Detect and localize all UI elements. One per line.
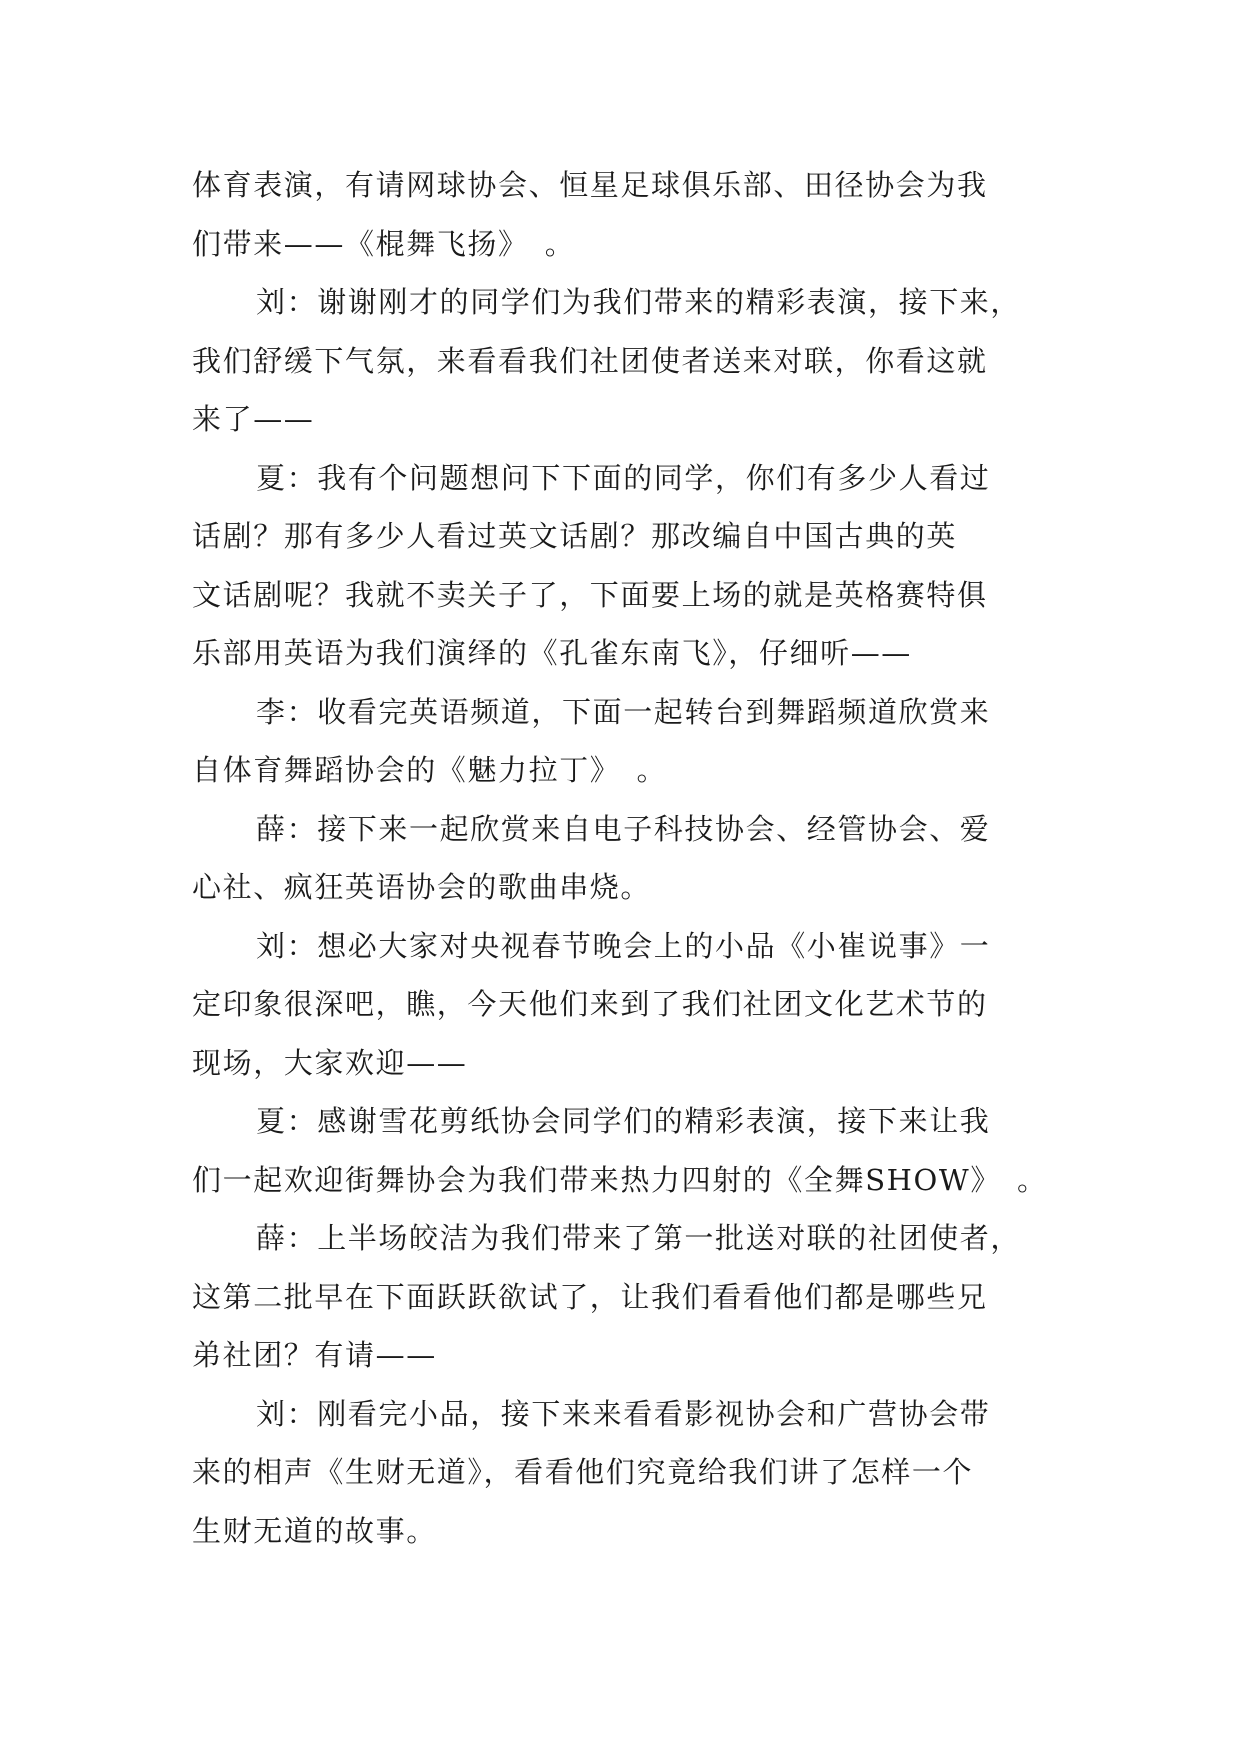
text-line: 乐部用英语为我们演绎的《孔雀东南飞》，仔细听—— [192, 636, 912, 670]
text-line: 我们舒缓下气氛，来看看我们社团使者送来对联，你看这就 [192, 343, 988, 378]
text-line: 刘：刚看完小品，接下来来看看影视协会和广营协会带 [256, 1396, 991, 1431]
text-line: 夏：我有个问题想问下下面的同学，你们有多少人看过 [256, 460, 991, 495]
text-line: 们带来——《棍舞飞扬》 。 [192, 226, 576, 261]
text-line: 自体育舞蹈协会的《魅力拉丁》 。 [192, 753, 668, 787]
text-line: 刘：谢谢刚才的同学们为我们带来的精彩表演，接下来， [256, 285, 1022, 319]
text-line: 现场，大家欢迎—— [192, 1045, 468, 1080]
text-line: 话剧？那有多少人看过英文话剧？那改编自中国古典的英 [192, 519, 958, 553]
text-line: 生财无道的故事。 [192, 1513, 437, 1548]
text-line: 来的相声《生财无道》，看看他们究竟给我们讲了怎样一个 [192, 1455, 974, 1489]
text-line: 李：收看完英语频道，下面一起转台到舞蹈频道欣赏来 [256, 694, 991, 729]
text-line: 定印象很深吧，瞧，今天他们来到了我们社团文化艺术节的 [192, 987, 988, 1021]
text-line: 夏：感谢雪花剪纸协会同学们的精彩表演，接下来让我 [256, 1104, 991, 1138]
text-line: 薛：上半场皎洁为我们带来了第一批送对联的社团使者， [256, 1221, 1022, 1255]
text-line: 体育表演，有请网球协会、恒星足球俱乐部、田径协会为我 [192, 168, 988, 202]
text-line: 弟社团？有请—— [192, 1338, 437, 1372]
text-line: 们一起欢迎街舞协会为我们带来热力四射的《全舞SHOW》 。 [192, 1162, 1048, 1197]
text-line: 薛：接下来一起欣赏来自电子科技协会、经管协会、爱 [256, 811, 991, 846]
text-line: 心社、疯狂英语协会的歌曲串烧。 [192, 870, 652, 904]
text-line: 来了—— [192, 402, 315, 436]
text-line: 文话剧呢？我就不卖关子了，下面要上场的就是英格赛特俱 [192, 577, 988, 612]
text-line: 这第二批早在下面跃跃欲试了，让我们看看他们都是哪些兄 [192, 1279, 988, 1314]
document-body [192, 156, 1072, 1560]
text-line: 刘：想必大家对央视春节晚会上的小品《小崔说事》一 [256, 928, 991, 963]
